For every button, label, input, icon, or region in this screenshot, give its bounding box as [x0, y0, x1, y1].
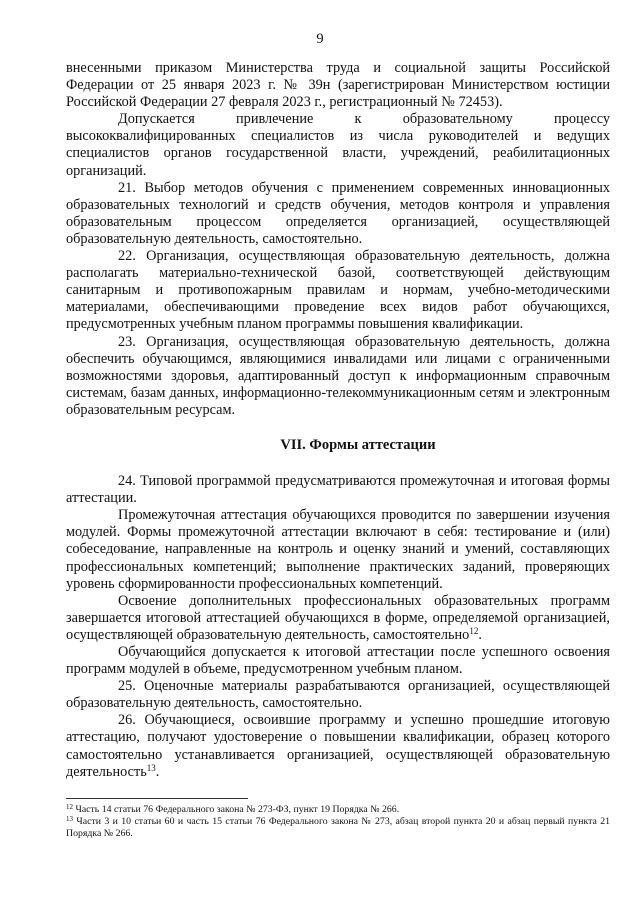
- paragraph-22: 22. Организация, осуществляющая образовательную деятельность, должна располагать материально-технической базой, соответствующей действующим санитарным и противопожарным правилам и нормам, учебно-методическими материалами, обеспечивающими проведение всех видов работ обучающихся, предусмотренных учебным планом программы повышения квалификации.: [66, 248, 610, 333]
- footnote-marker-13: 13: [66, 815, 73, 824]
- paragraph-final-attestation-text: Освоение дополнительных профессиональных образовательных программ завершается итоговой аттестацией обучающихся в форме, определяемой организацией, осуществляющей образовательную деятельность, самостоятельно: [66, 592, 610, 643]
- footnote-12-text: Часть 14 статьи 76 Федерального закона № 273-ФЗ, пункт 19 Порядка № 266.: [73, 804, 400, 815]
- page-number: 9: [316, 31, 324, 47]
- paragraph-intro: внесенными приказом Министерства труда и социальной защиты Российской Федерации от 25 января 2023 г. № 39н (зарегистрирован Министерством юстиции Российской Федерации 27 февраля 2023 г., регистрационный № 72453).: [66, 60, 610, 111]
- paragraph-26-end: .: [155, 763, 160, 780]
- footnote-13: [66, 816, 610, 840]
- footnote-ref-12[interactable]: 12: [469, 625, 479, 636]
- paragraph-25: 25. Оценочные материалы разрабатываются организацией, осуществляющей образовательную деятельность, самостоятельно.: [66, 678, 610, 712]
- paragraph-specialists: Допускается привлечение к образовательному процессу высококвалифицированных специалистов из числа руководителей и ведущих специалистов органов государственной власти, учреждений, реабилитационных организаций.: [66, 111, 610, 179]
- footnote-13-text: Части 3 и 10 статьи 60 и часть 15 статьи 76 Федерального закона № 273, абзац второй пункта 20 и абзац первый пункта 21 Порядка № 266.: [66, 816, 610, 840]
- paragraph-26: [66, 712, 610, 780]
- footnote-ref-13[interactable]: 13: [146, 762, 156, 773]
- paragraph-23: 23. Организация, осуществляющая образовательную деятельность, должна обеспечить обучающимся, являющимися инвалидами или лицами с ограниченными возможностями здоровья, адаптированный доступ к информационным справочным системам, базам данных, информационно-телекоммуникационным сетям и электронным образовательным ресурсам.: [66, 333, 610, 418]
- footnote-12: [66, 804, 610, 816]
- footnotes: [66, 804, 610, 841]
- paragraph-final-attestation-end: .: [478, 626, 482, 643]
- footnote-separator: [66, 798, 248, 799]
- paragraph-final-attestation: [66, 593, 610, 644]
- paragraph-interim-attestation: Промежуточная аттестация обучающихся проводится по завершении изучения модулей. Формы промежуточной аттестации включают в себя: тестирование и (или) собеседование, направленные на контроль и оценку знаний и умений, составляющих профессиональных компетенций; выполнение практических заданий, проверяющих уровень сформированности профессиональных компетенций.: [66, 507, 610, 592]
- document-body: [66, 60, 610, 781]
- paragraph-26-text: 26. Обучающиеся, освоившие программу и успешно прошедшие итоговую аттестацию, получают удостоверение о повышении квалификации, образец которого самостоятельно устанавливается организацией, осуществляющей образовательную деятельность: [66, 712, 610, 780]
- footnote-marker-12: 12: [66, 803, 73, 811]
- paragraph-21: 21. Выбор методов обучения с применением современных инновационных образовательных технологий и средств обучения, методов контроля и управления образовательным процессом определяется организацией, осуществляющей образовательную деятельность, самостоятельно.: [66, 179, 610, 247]
- paragraph-admission: Обучающийся допускается к итоговой аттестации после успешного освоения программ модулей в объеме, предусмотренном учебным планом.: [66, 644, 610, 678]
- paragraph-24: 24. Типовой программой предусматриваются промежуточная и итоговая формы аттестации.: [66, 473, 610, 507]
- section-heading: VII. Формы аттестации: [280, 436, 436, 453]
